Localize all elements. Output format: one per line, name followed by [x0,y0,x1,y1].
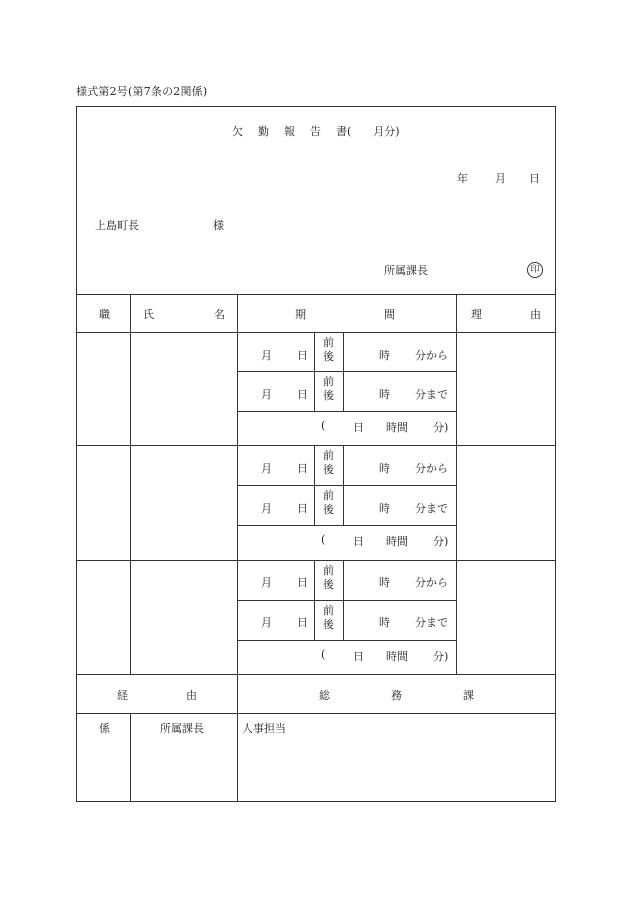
entry-3-total-day: 日 [353,650,364,663]
form-caption: 様式第2号(第7条の2関係) [76,85,208,98]
entry-2-total-day: 日 [353,535,364,548]
form-title: 欠 勤 報 告 書 [232,125,347,138]
entry-1-to-minute: 分まで [415,388,448,401]
date-year: 年 [457,172,468,185]
title-month: ( 月分) [347,125,400,138]
entry-1-to-month: 月 [261,388,272,401]
addressee-honorific: 様 [213,219,224,232]
entry-3-from-ampm: 前 後 [323,564,334,591]
entry-3-total-open: ( [321,648,326,661]
entry-1-to-day: 日 [297,388,308,401]
entry-1-from-day: 日 [297,349,308,362]
entry-3-to-hour: 時 [379,616,390,629]
entry-3-to-minute: 分まで [415,616,448,629]
entry-2-bottom-rule [77,560,555,561]
date-month: 月 [495,172,506,185]
col-reason: 理 由 [471,308,541,321]
entry-2-to-month: 月 [261,502,272,515]
col-name: 氏 名 [143,308,225,321]
footer-rule-staff [130,713,131,801]
entry-1-total-hours: 時間 [386,421,408,434]
entry-2-total-open: ( [321,533,326,546]
entry-3-to-month: 月 [261,616,272,629]
entry-1-total-open: ( [321,419,326,432]
addressee-name: 上島町長 [95,219,139,232]
entry-1-from-hour: 時 [379,349,390,362]
entry-1-total-day: 日 [353,421,364,434]
entry-3-from-hour: 時 [379,576,390,589]
entry-1-from-minute: 分から [415,349,448,362]
col-period: 期 間 [295,308,395,321]
entry-1-to-hour: 時 [379,388,390,401]
footer-personnel-label: 人事担当 [242,722,286,735]
col-rule-position-name [130,294,131,674]
footer-general-affairs-label: 総 務 課 [319,689,474,702]
entry-2-total-min: 分) [433,535,449,548]
entry-1-from-ampm: 前 後 [323,336,334,363]
entry-1-to-ampm: 前 後 [323,375,334,402]
entry-1-total-min: 分) [433,421,449,434]
entry-3-to-day: 日 [297,616,308,629]
seal-icon: 印 [527,262,543,278]
footer-header-rule [77,713,555,714]
entry-3-total-min: 分) [433,650,449,663]
entry-3-from-month: 月 [261,576,272,589]
entry-3-bottom-rule [77,674,555,675]
footer-rule-route [237,674,238,801]
footer-staff-label: 係 [99,722,110,735]
entry-2-from-month: 月 [261,462,272,475]
absence-report-form [76,106,556,802]
entry-2-from-hour: 時 [379,462,390,475]
footer-section-chief-label: 所属課長 [160,722,204,735]
col-position: 職 [99,308,110,321]
entry-3-total-hours: 時間 [386,650,408,663]
date-day: 日 [529,172,540,185]
entry-2-to-minute: 分まで [415,502,448,515]
entry-1-from-month: 月 [261,349,272,362]
entry-2-total-hours: 時間 [386,535,408,548]
entry-2-to-ampm: 前 後 [323,489,334,516]
entry-2-from-minute: 分から [415,462,448,475]
entry-3-to-ampm: 前 後 [323,604,334,631]
footer-route-label: 経 由 [117,689,197,702]
entry-1-bottom-rule [77,445,555,446]
header-top-rule [77,294,555,295]
entry-2-to-day: 日 [297,502,308,515]
entry-2-from-ampm: 前 後 [323,449,334,476]
signer-label: 所属課長 [384,264,428,277]
entry-2-from-day: 日 [297,462,308,475]
col-rule-period-reason [456,294,457,674]
entry-3-from-day: 日 [297,576,308,589]
col-rule-name-period [237,294,238,674]
entry-2-to-hour: 時 [379,502,390,515]
header-bottom-rule [77,332,555,333]
entry-3-from-minute: 分から [415,576,448,589]
